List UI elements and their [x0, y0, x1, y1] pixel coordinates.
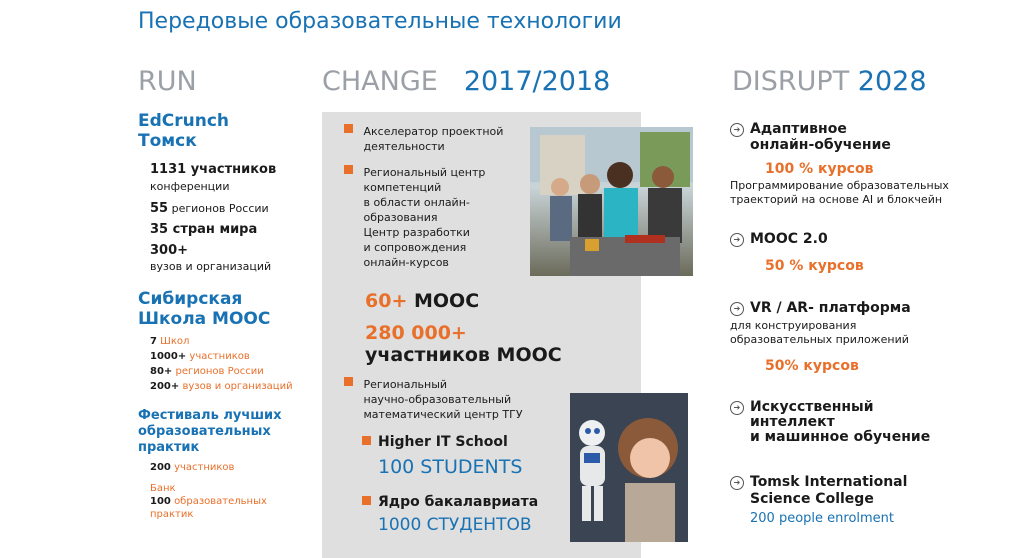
hits-students: 100 STUDENTS: [378, 456, 523, 478]
circle-arrow-icon: ➔: [730, 401, 744, 415]
school-title-2: Школа МООС: [138, 309, 271, 329]
festival-stat-2: 100 образовательных: [150, 496, 267, 507]
core-title: Ядро бакалавриата: [362, 494, 538, 510]
festival-stat-1: 200 участников: [150, 462, 235, 473]
disrupt-adaptive-percent: 100 % курсов: [765, 161, 874, 177]
orange-square-bullet-icon: [362, 436, 371, 445]
disrupt-item-ai-3: и машинное обучение: [750, 429, 931, 445]
disrupt-vr-percent: 50% курсов: [765, 358, 859, 374]
disrupt-item-ai: ➔ Искусственный: [730, 399, 874, 415]
stat-universities-sub: вузов и организаций: [150, 260, 272, 273]
circle-arrow-icon: ➔: [730, 233, 744, 247]
disrupt-vr-sub: для конструирования образовательных приложений: [730, 319, 909, 346]
festival-title-1: Фестиваль лучших: [138, 408, 282, 423]
students-robotics-photo: [530, 127, 693, 276]
stat-participants: 1131 участников: [150, 162, 277, 177]
disrupt-item-adaptive: ➔ Адаптивное: [730, 121, 847, 137]
change-item-competence-center: Региональный центр компетенций в области онлайн- образования Центр разработки и сопровождения онлайн-курсов: [344, 165, 485, 270]
orange-square-bullet-icon: [344, 377, 353, 386]
disrupt-adaptive-sub: Программирование образовательных траекторий на основе AI и блокчейн: [730, 179, 949, 206]
school-title-1: Сибирская: [138, 289, 243, 309]
change-item-accelerator: Акселератор проектной деятельности: [344, 124, 503, 154]
stat-participants-sub: конференции: [150, 180, 230, 193]
mooc-participants-count: 280 000+: [365, 322, 467, 344]
orange-square-bullet-icon: [362, 496, 371, 505]
change-item-math-center: Региональный научно-образовательный математический центр ТГУ: [344, 377, 523, 422]
circle-arrow-icon: ➔: [730, 123, 744, 137]
festival-title-2: образовательных: [138, 424, 271, 439]
core-students: 1000 СТУДЕНТОВ: [378, 515, 532, 535]
orange-square-bullet-icon: [344, 165, 353, 174]
stat-universities: 300+: [150, 243, 189, 258]
orange-square-bullet-icon: [344, 124, 353, 133]
school-stat-4: 200+ вузов и организаций: [150, 381, 293, 392]
run-heading: RUN: [138, 66, 197, 97]
edcrunch-title: EdCrunch: [138, 111, 230, 131]
hits-title: Higher IT School: [362, 434, 508, 450]
school-stat-1: 7 Школ: [150, 336, 190, 347]
disrupt-heading: DISRUPT 2028: [732, 66, 927, 97]
stat-regions: 55 регионов России: [150, 201, 269, 216]
disrupt-item-vr: ➔ VR / AR- платформа: [730, 300, 911, 316]
page-title: Передовые образовательные технологии: [138, 9, 622, 34]
circle-arrow-icon: ➔: [730, 476, 744, 490]
stat-countries: 35 стран мира: [150, 222, 258, 237]
disrupt-item-adaptive-2: онлайн-обучение: [750, 137, 891, 153]
disrupt-item-ai-2: интеллект: [750, 414, 835, 430]
disrupt-college-sub: 200 people enrolment: [750, 511, 895, 526]
festival-title-3: практик: [138, 440, 200, 455]
disrupt-item-college-2: Science College: [750, 491, 874, 507]
disrupt-item-college: ➔ Tomsk International: [730, 474, 907, 490]
school-stat-3: 80+ регионов России: [150, 366, 264, 377]
circle-arrow-icon: ➔: [730, 302, 744, 316]
change-heading: CHANGE 2017/2018: [322, 66, 611, 97]
festival-bank: Банк: [150, 483, 176, 494]
mooc-count: 60+ МООС: [365, 290, 480, 312]
disrupt-item-mooc2: ➔ МООС 2.0: [730, 231, 828, 247]
child-robot-photo: [570, 393, 688, 542]
festival-stat-2-sub: практик: [150, 509, 194, 520]
mooc-participants-label: участников МООС: [365, 344, 562, 366]
tomsk-title: Томск: [138, 131, 197, 151]
disrupt-mooc2-percent: 50 % курсов: [765, 258, 864, 274]
school-stat-2: 1000+ участников: [150, 351, 250, 362]
